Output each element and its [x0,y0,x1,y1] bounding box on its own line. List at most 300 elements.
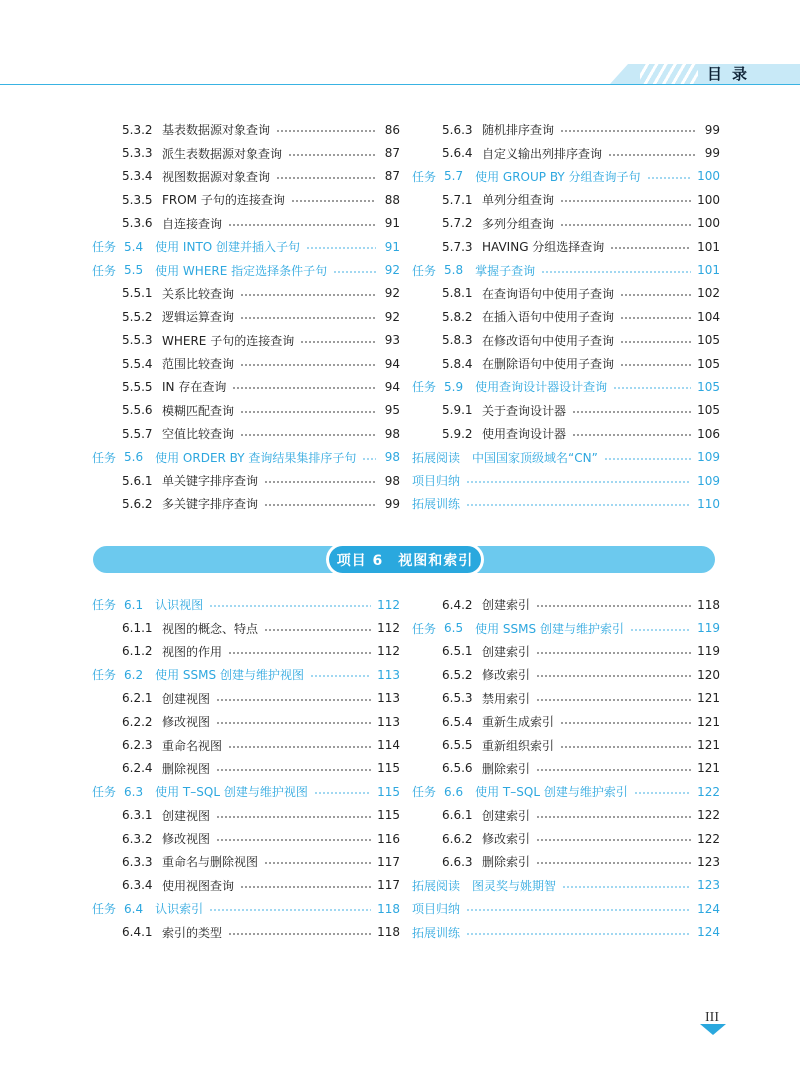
toc-entry-sub[interactable] [412,352,720,375]
toc-column-top-left [92,118,400,516]
entry-number: 5.5.2 [122,309,153,324]
toc-entry-plain[interactable] [412,920,720,943]
toc-entry-task[interactable] [92,593,400,616]
dot-leader [466,909,691,911]
entry-number: 5.6 [124,450,144,465]
toc-entry-plain[interactable] [412,874,720,897]
entry-title: 重新组织索引 [482,738,555,753]
entry-page: 95 [384,403,400,418]
entry-title: 单列分组查询 [482,193,555,208]
entry-number: 6.5.1 [442,644,473,659]
entry-number: 5.3.4 [122,169,153,184]
dot-leader [300,341,376,343]
entry-page: 91 [384,239,400,254]
entry-number: 6.3.3 [122,854,153,869]
header-rule [0,84,800,85]
entry-title: HAVING 分组选择查询 [482,240,605,255]
task-prefix: 任务 [412,621,437,636]
dot-leader [562,886,691,888]
entry-page: 116 [377,831,400,846]
dot-leader [240,317,376,319]
entry-number: 6.5.3 [442,691,473,706]
entry-number: 5.5.7 [122,426,153,441]
entry-page: 117 [377,854,400,869]
dot-leader [228,933,371,935]
dot-leader [610,247,691,249]
dot-leader [560,224,691,226]
entry-page: 94 [384,356,400,371]
entry-number: 5.6.2 [122,496,153,511]
entry-number: 5.8.1 [442,286,473,301]
toc-entry-sub[interactable] [412,593,720,616]
toc-entry-sub[interactable] [92,329,400,352]
entry-number: 5.7.2 [442,216,473,231]
toc-entry-plain[interactable] [412,492,720,515]
entry-page: 121 [697,714,720,729]
entry-title: 自连接查询 [162,216,223,231]
entry-title: WHERE 子句的连接查询 [162,333,295,348]
task-prefix: 任务 [92,902,117,917]
entry-title: 修改索引 [482,832,531,847]
dot-leader [264,481,376,483]
entry-number: 6.1 [124,597,144,612]
entry-number: 5.8.3 [442,333,473,348]
entry-title: 关于查询设计器 [482,403,567,418]
dot-leader [541,271,691,273]
page-number: III [705,1010,719,1025]
toc-entry-sub[interactable] [92,850,400,873]
entry-number: 6.6.2 [442,831,473,846]
entry-page: 104 [697,309,720,324]
entry-number: 5.3.3 [122,146,153,161]
dot-leader [634,792,691,794]
entry-number: 5.5.6 [122,403,153,418]
entry-page: 100 [697,169,720,184]
entry-title: 使用 SSMS 创建与维护视图 [155,668,304,683]
dot-leader [276,130,376,132]
entry-title: 重命名与删除视图 [162,855,259,870]
toc-entry-sub[interactable] [92,422,400,445]
dot-leader [264,629,371,631]
dot-leader [572,434,691,436]
entry-title: 模糊匹配查询 [162,403,235,418]
down-arrow-icon [700,1024,726,1035]
entry-page: 105 [697,333,720,348]
toc-entry-sub[interactable] [92,212,400,235]
entry-title: 修改索引 [482,668,531,683]
task-prefix: 任务 [92,263,117,278]
entry-title: 修改视图 [162,832,211,847]
toc-entry-task[interactable] [92,258,400,281]
entry-number: 6.4.1 [122,925,153,940]
entry-number: 6.5 [444,621,464,636]
entry-number: 5.5.3 [122,333,153,348]
entry-page: 92 [384,286,400,301]
entry-title: 随机排序查询 [482,123,555,138]
entry-page: 100 [697,216,720,231]
entry-title: 拓展训练 [412,925,461,940]
entry-page: 122 [697,831,720,846]
entry-title: 使用查询设计器设计查询 [475,380,608,395]
entry-page: 124 [697,925,720,940]
entry-page: 118 [377,925,400,940]
dot-leader [310,675,371,677]
toc-entry-sub[interactable] [412,827,720,850]
entry-title: 创建索引 [482,808,531,823]
entry-title: 掌握子查询 [475,263,536,278]
entry-number: 5.9 [444,379,464,394]
dot-leader [288,154,376,156]
entry-page: 121 [697,691,720,706]
entry-page: 121 [697,738,720,753]
dot-leader [314,792,371,794]
entry-page: 98 [384,473,400,488]
entry-page: 113 [377,691,400,706]
toc-entry-task[interactable] [92,897,400,920]
entry-title: 在修改语句中使用子查询 [482,333,615,348]
entry-number: 6.1.2 [122,644,153,659]
entry-number: 6.5.6 [442,761,473,776]
toc-entry-sub[interactable] [92,710,400,733]
entry-title: 在删除语句中使用子查询 [482,357,615,372]
entry-number: 6.2.1 [122,691,153,706]
entry-title: 多列分组查询 [482,216,555,231]
dot-leader [216,816,371,818]
toc-entry-sub[interactable] [412,118,720,141]
task-prefix: 任务 [92,450,117,465]
entry-title: 使用 WHERE 指定选择条件子句 [155,263,328,278]
dot-leader [620,294,691,296]
dot-leader [264,862,371,864]
entry-number: 5.4 [124,239,144,254]
entry-page: 87 [384,146,400,161]
toc-entry-sub[interactable] [412,663,720,686]
toc-entry-sub[interactable] [92,733,400,756]
entry-title: 禁用索引 [482,691,531,706]
toc-entry-sub[interactable] [92,687,400,710]
task-prefix: 任务 [412,785,437,800]
toc-entry-plain[interactable] [412,445,720,468]
toc-entry-sub[interactable] [92,804,400,827]
entry-number: 5.7.1 [442,192,473,207]
toc-column-bottom-left [92,593,400,944]
entry-title: 认识索引 [155,902,204,917]
toc-entry-task[interactable] [412,616,720,639]
entry-page: 124 [697,901,720,916]
dot-leader [536,816,691,818]
dot-leader [264,504,376,506]
toc-entry-sub[interactable] [412,305,720,328]
entry-page: 121 [697,761,720,776]
entry-number: 5.3.5 [122,192,153,207]
toc-entry-sub[interactable] [412,640,720,663]
dot-leader [228,746,371,748]
entry-title: 范围比较查询 [162,357,235,372]
entry-page: 115 [377,784,400,799]
toc-entry-sub[interactable] [412,235,720,258]
entry-title: 删除视图 [162,761,211,776]
entry-title: 图灵奖与姚期智 [472,878,557,893]
entry-page: 118 [697,597,720,612]
entry-title: 视图数据源对象查询 [162,169,271,184]
toc-entry-sub[interactable] [92,352,400,375]
entry-page: 113 [377,714,400,729]
toc-entry-sub[interactable] [92,469,400,492]
entry-page: 105 [697,403,720,418]
entry-title: 重新生成索引 [482,715,555,730]
entry-number: 5.3.6 [122,216,153,231]
toc-entry-task[interactable] [92,235,400,258]
entry-title: 单关键字排序查询 [162,474,259,489]
entry-page: 123 [697,854,720,869]
toc-entry-sub[interactable] [92,305,400,328]
entry-number: 5.5.4 [122,356,153,371]
entry-page: 98 [384,426,400,441]
entry-number: 6.2.2 [122,714,153,729]
task-prefix: 任务 [92,598,117,613]
entry-page: 98 [384,450,400,465]
toc-entry-task[interactable] [412,780,720,803]
entry-title: 使用 ORDER BY 查询结果集排序子句 [155,450,357,465]
entry-number: 6.5.2 [442,667,473,682]
dot-leader [333,271,376,273]
dot-leader [228,652,371,654]
dot-leader [647,177,692,179]
toc-entry-sub[interactable] [92,188,400,211]
entry-page: 112 [377,644,400,659]
toc-entry-sub[interactable] [412,188,720,211]
toc-entry-task[interactable] [412,375,720,398]
toc-entry-sub[interactable] [412,399,720,422]
dot-leader [216,699,371,701]
dot-leader [232,387,376,389]
toc-entry-sub[interactable] [412,850,720,873]
entry-title: 创建索引 [482,598,531,613]
dot-leader [536,605,691,607]
entry-title: 空值比较查询 [162,427,235,442]
toc-entry-sub[interactable] [92,640,400,663]
toc-entry-task[interactable] [92,780,400,803]
dot-leader [216,769,371,771]
entry-title: 删除索引 [482,855,531,870]
entry-title: 认识视图 [155,598,204,613]
dot-leader [613,387,691,389]
entry-title: 索引的类型 [162,925,223,940]
entry-page: 100 [697,192,720,207]
dot-leader [240,434,376,436]
entry-number: 6.2.3 [122,738,153,753]
task-prefix: 任务 [92,668,117,683]
entry-number: 5.5.1 [122,286,153,301]
entry-page: 119 [697,644,720,659]
dot-leader [466,933,691,935]
entry-title: 使用视图查询 [162,878,235,893]
dot-leader [291,200,376,202]
entry-title: 视图的概念、特点 [162,621,259,636]
entry-page: 94 [384,379,400,394]
entry-page: 110 [697,496,720,511]
entry-number: 6.3.1 [122,808,153,823]
entry-page: 86 [384,122,400,137]
toc-entry-sub[interactable] [412,422,720,445]
entry-page: 91 [384,216,400,231]
entry-page: 109 [697,450,720,465]
task-prefix: 任务 [92,240,117,255]
dot-leader [240,294,376,296]
entry-number: 6.3.2 [122,831,153,846]
entry-title: 创建索引 [482,644,531,659]
entry-title: 基表数据源对象查询 [162,123,271,138]
entry-title: 使用 GROUP BY 分组查询子句 [475,169,641,184]
toc-entry-sub[interactable] [92,282,400,305]
toc-entry-sub[interactable] [92,920,400,943]
toc-entry-sub[interactable] [92,141,400,164]
toc-entry-sub[interactable] [92,399,400,422]
toc-entry-task[interactable] [92,445,400,468]
entry-page: 113 [377,667,400,682]
dot-leader [536,839,691,841]
entry-title: 多关键字排序查询 [162,497,259,512]
dot-leader [240,411,376,413]
entry-page: 114 [377,738,400,753]
entry-number: 5.8.2 [442,309,473,324]
entry-number: 5.9.1 [442,403,473,418]
task-prefix: 任务 [412,263,437,278]
dot-leader [276,177,376,179]
toc-entry-sub[interactable] [412,212,720,235]
entry-page: 101 [697,239,720,254]
entry-title: 删除索引 [482,761,531,776]
dot-leader [560,200,691,202]
entry-number: 5.5.5 [122,379,153,394]
project-6-title: 项目 6 视图和索引 [329,546,481,573]
entry-number: 6.6.3 [442,854,473,869]
entry-page: 102 [697,286,720,301]
dot-leader [216,839,371,841]
toc-entry-plain[interactable] [412,469,720,492]
toc-entry-sub[interactable] [412,757,720,780]
entry-page: 99 [384,496,400,511]
toc-entry-sub[interactable] [92,757,400,780]
entry-number: 6.3 [124,784,144,799]
entry-title: 在插入语句中使用子查询 [482,310,615,325]
entry-title: 在查询语句中使用子查询 [482,286,615,301]
entry-page: 92 [384,309,400,324]
toc-entry-task[interactable] [412,258,720,281]
entry-number: 6.5.4 [442,714,473,729]
toc-entry-sub[interactable] [92,874,400,897]
page-title: 目录 [707,65,758,83]
entry-title: 使用 SSMS 创建与维护索引 [475,621,624,636]
entry-number: 5.6.4 [442,146,473,161]
dot-leader [604,458,691,460]
entry-number: 5.9.2 [442,426,473,441]
toc-entry-sub[interactable] [92,165,400,188]
entry-title: 派生表数据源对象查询 [162,146,283,161]
dot-leader [536,675,691,677]
entry-title: 使用 INTO 创建并插入子句 [155,240,301,255]
dot-leader [466,504,691,506]
entry-number: 6.6.1 [442,808,473,823]
dot-leader [620,341,691,343]
toc-entry-plain[interactable] [412,897,720,920]
entry-page: 99 [704,122,720,137]
toc-entry-sub[interactable] [92,827,400,850]
toc-entry-sub[interactable] [412,282,720,305]
toc-entry-sub[interactable] [412,804,720,827]
toc-entry-sub[interactable] [412,329,720,352]
entry-title: 项目归纳 [412,902,461,917]
entry-page: 122 [697,808,720,823]
task-prefix: 任务 [92,785,117,800]
entry-page: 87 [384,169,400,184]
entry-number: 6.6 [444,784,464,799]
entry-title: 创建视图 [162,808,211,823]
entry-number: 6.5.5 [442,738,473,753]
entry-number: 6.1.1 [122,621,153,636]
toc-entry-sub[interactable] [412,710,720,733]
entry-number: 6.2 [124,667,144,682]
dot-leader [216,722,371,724]
dot-leader [240,364,376,366]
entry-title: 视图的作用 [162,644,223,659]
dot-leader [620,317,691,319]
entry-label: 拓展阅读 [412,450,461,465]
entry-page: 101 [697,263,720,278]
dot-leader [572,411,691,413]
toc-entry-task[interactable] [412,165,720,188]
entry-number: 6.3.4 [122,878,153,893]
task-prefix: 任务 [412,380,437,395]
dot-leader [466,481,691,483]
entry-title: 自定义输出列排序查询 [482,146,603,161]
entry-title: 使用 T–SQL 创建与维护视图 [155,785,308,800]
entry-title: 使用查询设计器 [482,427,567,442]
entry-page: 118 [377,901,400,916]
dot-leader [306,247,376,249]
toc-column-bottom-right [412,593,720,944]
entry-title: 中国国家顶级域名“CN” [472,450,598,465]
toc-entry-sub[interactable] [412,141,720,164]
entry-number: 6.4.2 [442,597,473,612]
entry-page: 105 [697,379,720,394]
entry-title: 逻辑运算查询 [162,310,235,325]
toc-entry-sub[interactable] [92,616,400,639]
entry-number: 5.8.4 [442,356,473,371]
dot-leader [630,629,691,631]
entry-page: 109 [697,473,720,488]
toc-entry-sub[interactable] [92,375,400,398]
entry-page: 119 [697,621,720,636]
entry-number: 6.4 [124,901,144,916]
entry-page: 112 [377,621,400,636]
dot-leader [240,886,371,888]
dot-leader [362,458,376,460]
dot-leader [560,722,691,724]
toc-entry-sub[interactable] [412,733,720,756]
dot-leader [608,154,696,156]
entry-page: 117 [377,878,400,893]
toc-entry-sub[interactable] [412,687,720,710]
entry-page: 112 [377,597,400,612]
entry-number: 5.6.1 [122,473,153,488]
entry-number: 5.6.3 [442,122,473,137]
toc-entry-task[interactable] [92,663,400,686]
entry-page: 120 [697,667,720,682]
toc-entry-sub[interactable] [92,118,400,141]
toc-entry-sub[interactable] [92,492,400,515]
entry-page: 99 [704,146,720,161]
